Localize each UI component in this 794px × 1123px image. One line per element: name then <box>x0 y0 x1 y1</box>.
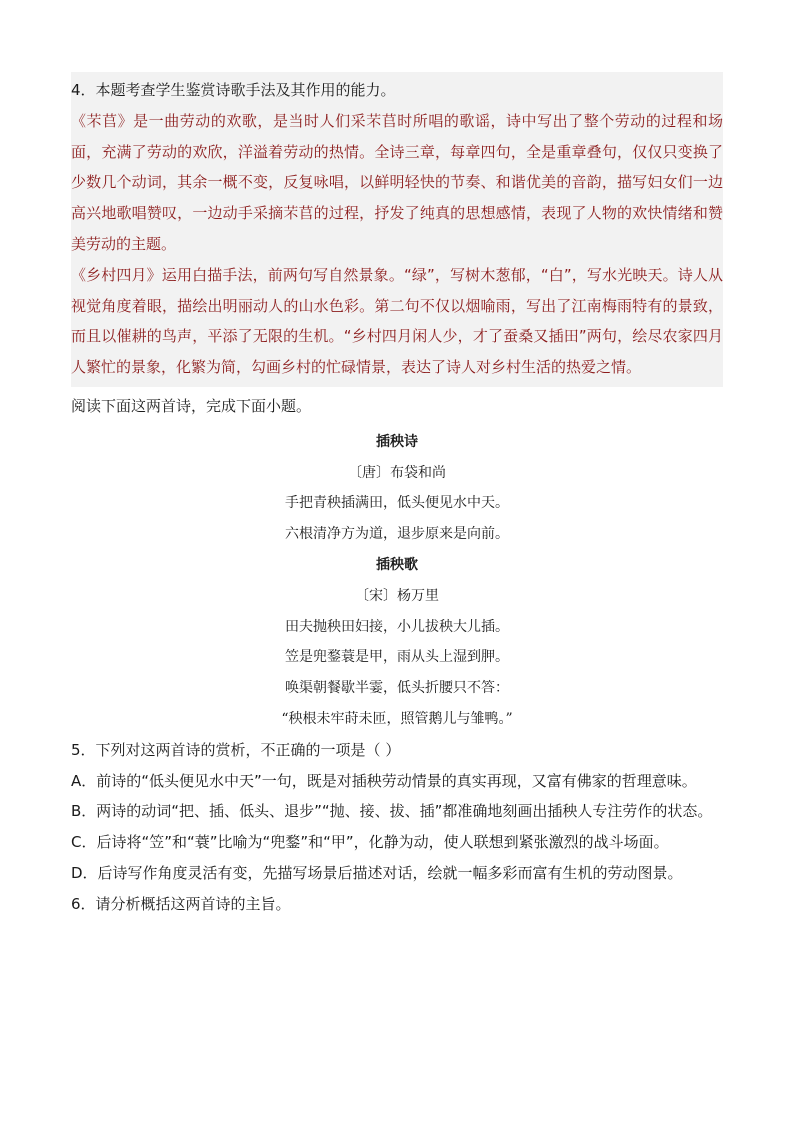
question-6-stem: 6．请分析概括这两首诗的主旨。 <box>71 894 291 913</box>
poem-1 <box>71 427 723 550</box>
poem-2-title: 插秧歌 <box>376 556 418 573</box>
question-5-option-d[interactable]: D．后诗写作角度灵活有变，先描写场景后描述对话，绘就一幅多彩而富有生机的劳动图景。 <box>71 863 683 882</box>
poem-2-line: “秧根未牢莳未匝，照管鹅儿与雏鸭。” <box>281 710 513 727</box>
poem-2-line: 笠是兜鍪蓑是甲，雨从头上湿到胛。 <box>285 649 509 666</box>
answer-analysis-box <box>71 72 723 387</box>
poem-1-title: 插秧诗 <box>376 433 418 450</box>
poem-1-line: 六根清净方为道，退步原来是向前。 <box>285 526 509 543</box>
poem-2-line: 田夫抛秧田妇接，小儿拔秧大儿插。 <box>285 618 509 635</box>
poem-2 <box>71 550 723 735</box>
question-5-stem: 5．下列对这两首诗的赏析，不正确的一项是（ ） <box>71 740 401 759</box>
question-5-option-b[interactable]: B．两诗的动词“把、插、低头、退步”“抛、接、拔、插”都准确地刻画出插秧人专注劳作的状态。 <box>71 802 713 821</box>
reading-instruction: 阅读下面这两首诗，完成下面小题。 <box>71 396 312 415</box>
question-6 <box>71 889 723 920</box>
question-5-option-a[interactable]: A．前诗的“低头便见水中天”一句，既是对插秧劳动情景的真实再现，又富有佛家的哲理意味。 <box>71 771 697 790</box>
poem-2-author: 〔宋〕杨万里 <box>355 587 439 604</box>
question-5-option-c[interactable]: C．后诗将“笠”和“蓑”比喻为“兜鍪”和“甲”，化静为动，使人联想到紧张激烈的战斗场面。 <box>71 833 669 852</box>
poem-1-line: 手把青秧插满田，低头便见水中天。 <box>285 495 509 512</box>
page-content <box>71 72 723 920</box>
poem-1-author: 〔唐〕布袋和尚 <box>348 464 446 481</box>
answer-paragraph-fuyi: 《芣苢》是一曲劳动的欢歌，是当时人们采芣苢时所唱的歌谣，诗中写出了整个劳动的过程和场面，充满了劳动的欢欣，洋溢着劳动的热情。全诗三章，每章四句，全是重章叠句，仅仅只变换了少数几个动词，其余一概不变，反复咏唱，以鲜明轻快的节奏、和谐优美的音韵，描写妇女们一边高兴地歌唱赞叹，一边动手采摘芣苢的过程，抒发了纯真的思想感情，表现了人物的欢快情绪和赞美劳动的主题。 <box>71 111 723 253</box>
poem-2-line: 唤渠朝餐歇半霎，低头折腰只不答： <box>285 680 509 697</box>
question-5 <box>71 735 723 889</box>
answer-item-4: 4．本题考查学生鉴赏诗歌手法及其作用的能力。 <box>71 81 396 99</box>
answer-paragraph-xiangcun: 《乡村四月》运用白描手法，前两句写自然景象。“绿”，写树木葱郁，“白”，写水光映天。诗人从视觉角度着眼，描绘出明丽动人的山水色彩。第二句不仅以烟喻雨，写出了江南梅雨特有的景致，而且以催耕的鸟声，平添了无限的生机。“乡村四月闲人少，才了蚕桑又插田”两句，绘尽农家四月人繁忙的景象，化繁为简，勾画乡村的忙碌情景，表达了诗人对乡村生活的热爱之情。 <box>71 265 723 377</box>
